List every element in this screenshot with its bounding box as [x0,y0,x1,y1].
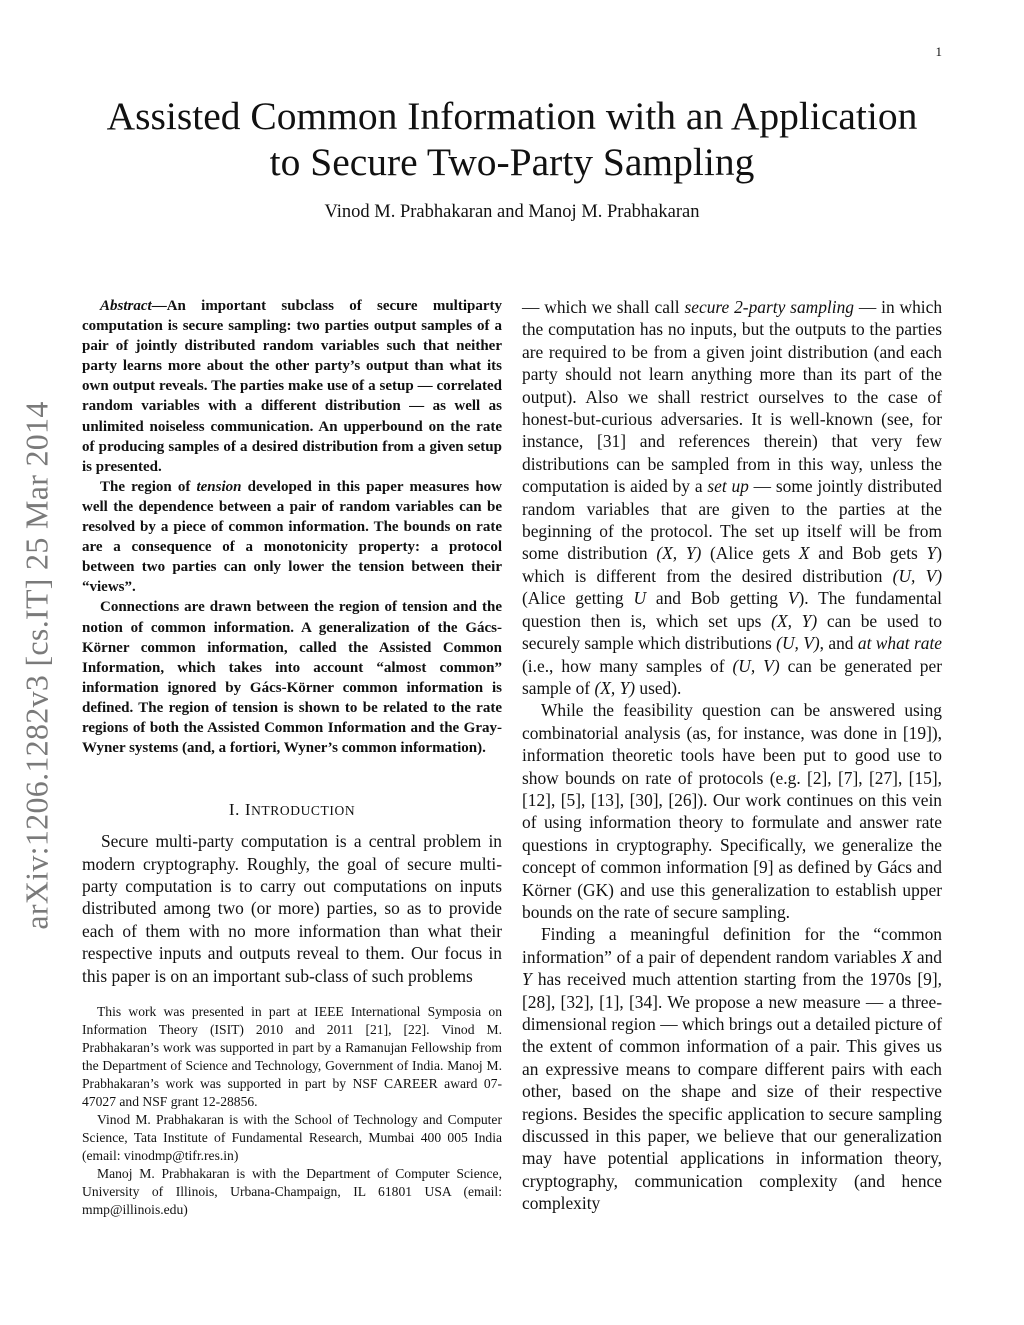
arxiv-stamp-text: arXiv:1206.1282v3 [cs.IT] 25 Mar 2014 [18,400,55,930]
abstract-paragraph-3: Connections are drawn between the region of tension and the notion of common information. A generalization of the Gács-Körner common information, called the Assisted Common Information, which takes into account “almost common” information ignored by Gács-Körner common information is defined. The region of tension is shown to be related to the rate regions of both the Assisted Common Information and the Gray-Wyner systems (and, a fortiori, Wyner’s common information). [82,599,502,757]
intro-paragraph-1: Secure multi-party computation is a central problem in modern cryptography. Roughly, the goal of secure multi-party computation is to carry out computations on inputs distributed among two (or more) parties, so as to provide each of them with no more information than what their respective inputs and outputs reveal to them. Our focus in this paper is on an important sub-class of such problems [82,831,502,986]
abstract [82,296,502,758]
abstract-label: Abstract [100,298,152,314]
right-paragraph-2: While the feasibility question can be answered using combinatorial analysis (as, for instance, was done in [19]), information theoretic tools have been put to good use to show bounds on rate of protocols (e.g. [2], [7], [27], [15], [12], [5], [13], [30], [26]). Our work continues on this vein of using information theory to formulate and answer rate questions in cryptography. Specifically, we generalize the concept of common information [9] as defined by Gács and Körner (GK) and use this generalization to establish upper bounds on the rate of secure sampling. [522,700,942,922]
abstract-paragraph-2: The region of tension developed in this paper measures how well the dependence between a pair of random variables can be resolved by a piece of common information. The bounds on rate are a consequence of a monotonicity property: a protocol between two parties can only lower the tension between their “views”. [82,478,502,596]
paper-title [60,93,964,185]
right-paragraph-3: Finding a meaningful definition for the “common information” of a pair of dependent random variables X and Y has received much attention starting from the 1970s [9], [28], [32], [1], [34]. We propose a new measure — a three-dimensional region — which brings out a detailed picture of the extent of common information of a pair. This gives us an expressive means to compare different pairs with each other, based on the shape and size of their respective regions. Besides the specific application to secure sampling discussed in this paper, we believe that our generalization may have potential applications in information theory, cryptography, communication complexity (and hence complexity [522,924,942,1214]
left-column [82,296,502,1219]
intro-body [82,830,502,987]
footnote-funding: This work was presented in part at IEEE International Symposia on Information Theory (ISIT) 2010 and 2011 [21], [22]. Vinod M. Prabhakaran’s work was supported in part by a Ramanujan Fellowship from the Department of Science and Technology, Government of India. Manoj M. Prabhakaran’s work was supported in part by NSF CAREER award 07-47027 and NSF grant 12-28856. [82,1004,502,1109]
footnotes [82,1003,502,1219]
footnote-author-1: Vinod M. Prabhakaran is with the School of Technology and Computer Science, Tata Institute of Fundamental Research, Mumbai 400 005 India (email: vinodmp@tifr.res.in) [82,1112,502,1163]
footnote-author-2: Manoj M. Prabhakaran is with the Department of Computer Science, University of Illinois, Urbana-Champaign, IL 61801 USA (email: mmp@illinois.edu) [82,1166,502,1217]
page-number: 1 [935,44,942,59]
right-body [522,296,942,1215]
abstract-paragraph-1: Abstract—An important subclass of secure multiparty computation is secure sampling: two parties output samples of a pair of jointly distributed random variables such that neither party learns more about the other party’s output than what its own output reveals. The parties make use of a setup — correlated random variables with a different distribution — as well as unlimited noiseless communication. An upperbound on the rate of producing samples of a desired distribution from a given setup is presented. [82,298,502,475]
section-heading-introduction: I. INTRODUCTION [228,800,356,820]
authors: Vinod M. Prabhakaran and Manoj M. Prabhakaran [324,202,700,222]
right-paragraph-1: — which we shall call secure 2-party sampling — in which the computation has no inputs, but the outputs to the parties are required to be from a given joint distribution (and each party should not learn anything more than its part of the output). Also we shall restrict ourselves to the case of honest-but-curious adversaries. It is well-known (see, for instance, [31] and references therein) that very few distributions can be sampled from in this way, unless the computation is aided by a set up — some jointly distributed random variables that are given to the parties at the beginning of the protocol. The set up itself will be from some distribution (X, Y) (Alice gets X and Bob gets Y) which is different from the desired distribution (U, V) (Alice getting U and Bob getting V). The fundamental question then is, which set ups (X, Y) can be used to securely sample which distributions (U, V), and at what rate (i.e., how many samples of (U, V) can be generated per sample of (X, Y) used). [522,297,943,698]
right-column [522,296,942,1215]
title-line-2: to Secure Two-Party Sampling [269,140,755,184]
arxiv-stamp [12,370,62,960]
title-line-1: Assisted Common Information with an Application [106,94,918,138]
